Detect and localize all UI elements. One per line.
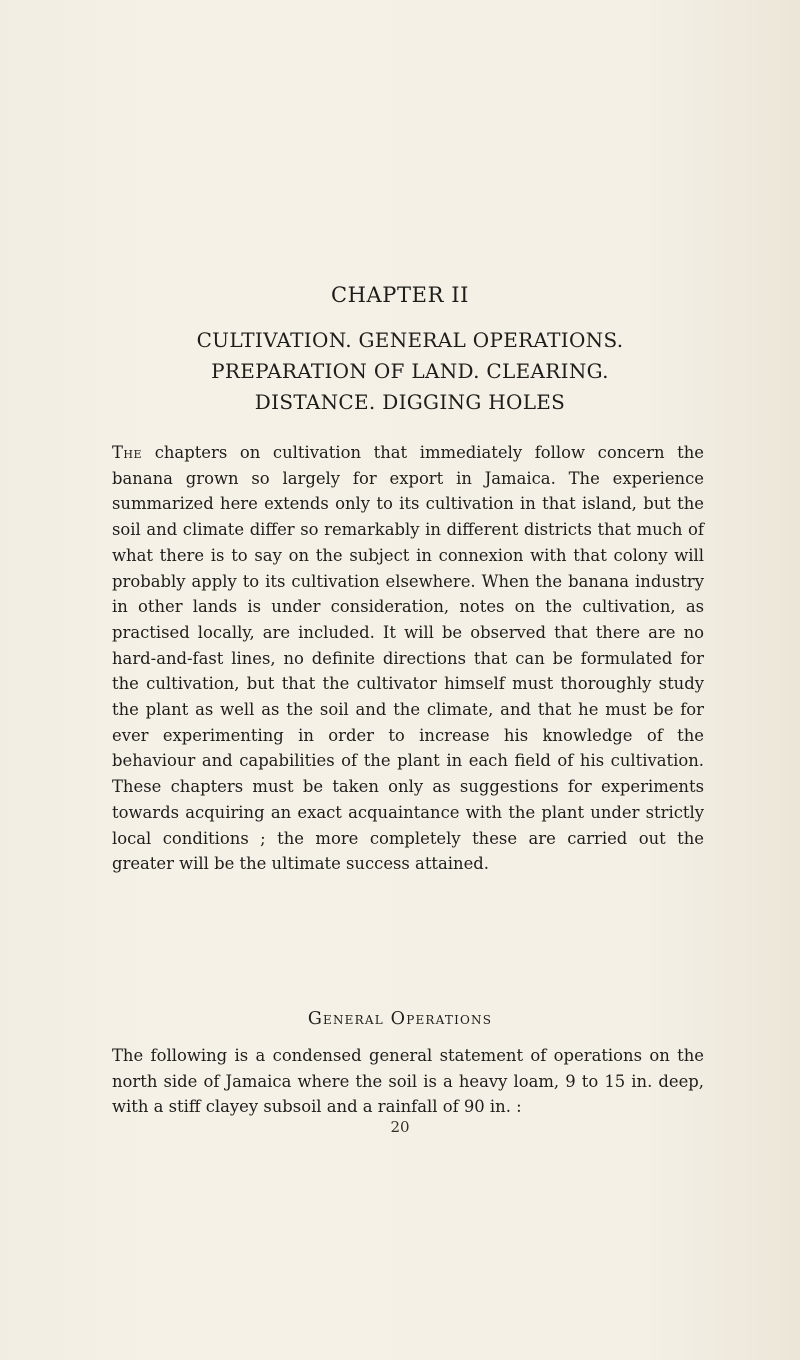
chapter-subtitle [110, 325, 710, 418]
page-number: 20 [390, 1118, 410, 1136]
paragraph-text: chapters on cultivation that immediately follow concern the banana grown so largely for export in Jamaica. The experience summarized here extends only to its cultivation in that island, but the soil and climate differ so remarkably in different districts that much of what there is to say on the subject in connexion with that colony will probably apply to its cultivation elsewhere. When the banana industry in other lands is under consideration, notes on the cultivation, as practised locally, are included. It will be observed that there are no hard-and-fast lines, no definite directions that can be formulated for the cultivation, but that the cultivator himself must thoroughly study the plant as well as the soil and the climate, and that he must be for ever experimenting in order to increase his knowledge of the behaviour and capabilities of the plant in each field of his cultivation. These chapters must be taken only as suggestions for experiments towards acquiring an exact acquaintance with the plant under strictly local conditions ; the more completely these are carried out the greater will be the ultimate success attained. [112, 443, 704, 874]
body-paragraph [112, 440, 704, 877]
body-paragraph: The following is a condensed general statement of operations on the north side of Jamaica where the soil is a heavy loam, 9 to 15 in. deep, with a stiff clayey subsoil and a rainfall of 90 in. : [112, 1046, 704, 1117]
subtitle-line: PREPARATION OF LAND. CLEARING. [211, 359, 609, 383]
chapter-heading: CHAPTER II [330, 283, 470, 307]
subtitle-line: DISTANCE. DIGGING HOLES [254, 390, 566, 414]
section-heading: General Operations [307, 1009, 493, 1029]
paragraph-lead-word: The [112, 443, 143, 462]
subtitle-line: CULTIVATION. GENERAL OPERATIONS. [196, 328, 624, 352]
